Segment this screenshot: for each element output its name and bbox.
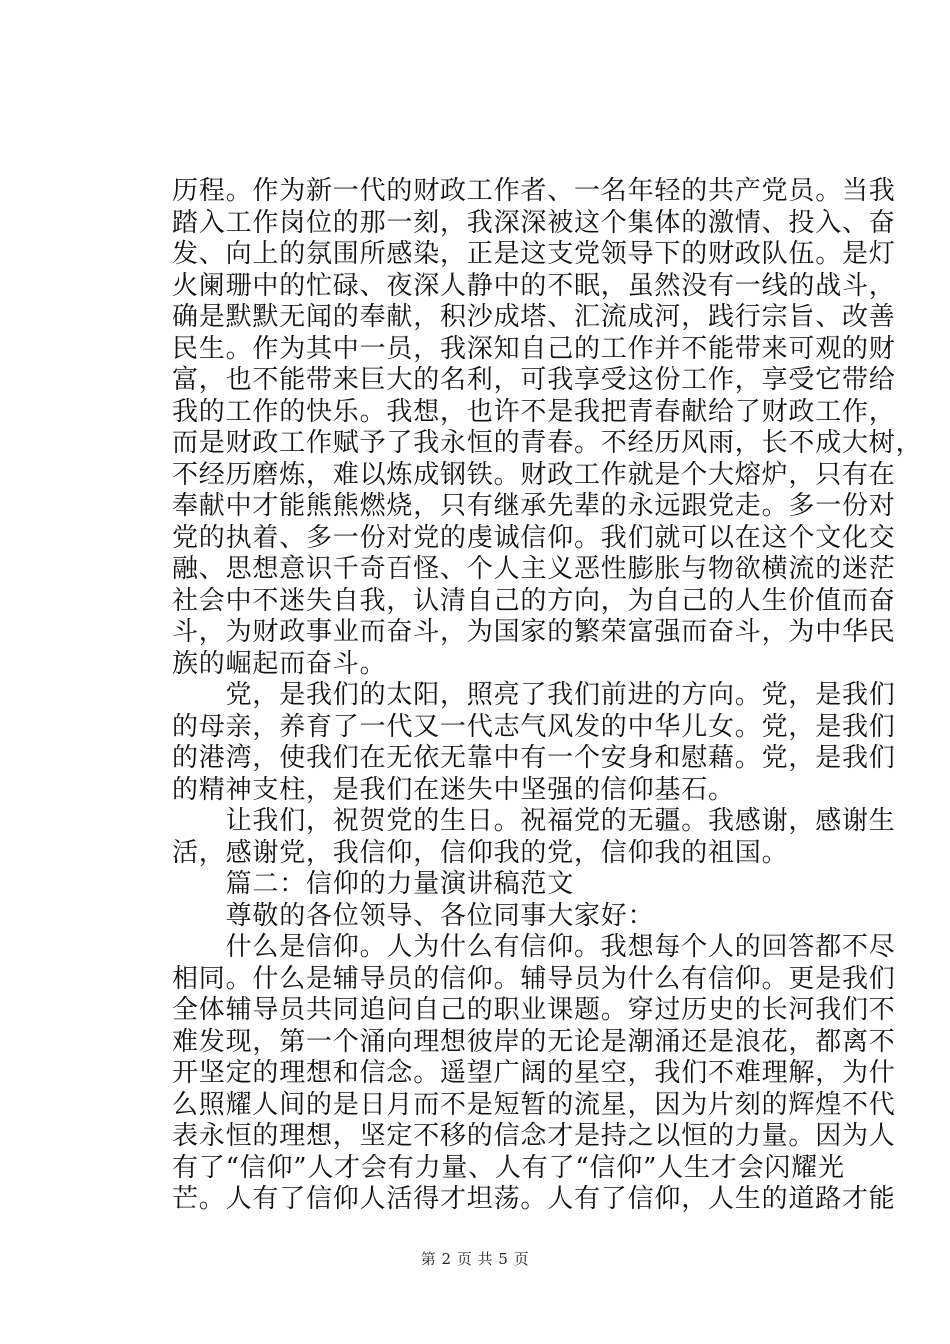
text-line: 我的工作的快乐。我想，也许不是我把青春献给了财政工作， xyxy=(172,396,896,427)
text-line: 发、向上的氛围所感染，正是这支党领导下的财政队伍。是灯 xyxy=(172,239,896,269)
text-line: 难发现，第一个涌向理想彼岸的无论是潮涌还是浪花，都离不 xyxy=(172,1026,896,1057)
text-line: 而是财政工作赋予了我永恒的青春。不经历风雨，长不成大树， xyxy=(172,428,923,458)
text-line: 踏入工作岗位的那一刻，我深深被这个集体的激情、投入、奋 xyxy=(172,207,896,238)
text-line: 有了“信仰”人才会有力量、人有了“信仰”人生才会闪耀光 xyxy=(172,1152,845,1183)
text-line: 的母亲，养育了一代又一代志气风发的中华儿女。党，是我们 xyxy=(172,711,896,742)
text-line: 表永恒的理想，坚定不移的信念才是持之以恒的力量。因为人 xyxy=(172,1121,896,1151)
salutation: 尊敬的各位领导、各位同事大家好： xyxy=(172,900,655,931)
text-line: 什么是信仰。人为什么有信仰。我想每个人的回答都不尽 xyxy=(172,932,896,962)
text-line: 斗，为财政事业而奋斗，为国家的繁荣富强而奋斗，为中华民 xyxy=(172,617,896,647)
text-line: 么照耀人间的是日月而不是短暂的流星，因为片刻的辉煌不代 xyxy=(172,1089,896,1120)
text-line: 火阑珊中的忙碌、夜深人静中的不眠，虽然没有一线的战斗， xyxy=(172,270,896,301)
text-line: 芒。人有了信仰人活得才坦荡。人有了信仰，人生的道路才能 xyxy=(172,1184,896,1214)
text-line: 确是默默无闻的奉献，积沙成塔、汇流成河，践行宗旨、改善 xyxy=(172,302,896,332)
text-line: 族的崛起而奋斗。 xyxy=(172,648,387,679)
text-line: 历程。作为新一代的财政工作者、一名年轻的共产党员。当我 xyxy=(172,176,896,206)
text-line: 融、思想意识千奇百怪、个人主义恶性膨胀与物欲横流的迷茫 xyxy=(172,554,896,584)
text-line: 社会中不迷失自我，认清自己的方向，为自己的人生价值而奋 xyxy=(172,585,896,616)
text-line: 民生。作为其中一员，我深知自己的工作并不能带来可观的财 xyxy=(172,333,896,364)
text-line: 奉献中才能熊熊燃烧，只有继承先辈的永远跟党走。多一份对 xyxy=(172,491,896,521)
text-line: 的港湾，使我们在无依无靠中有一个安身和慰藉。党，是我们 xyxy=(172,743,896,773)
text-line: 党的执着、多一份对党的虔诚信仰。我们就可以在这个文化交 xyxy=(172,522,896,553)
text-line: 富，也不能带来巨大的名利，可我享受这份工作，享受它带给 xyxy=(172,365,896,395)
text-line: 党，是我们的太阳，照亮了我们前进的方向。党，是我们 xyxy=(172,680,896,710)
text-line: 全体辅导员共同追问自己的职业课题。穿过历史的长河我们不 xyxy=(172,995,896,1025)
section-heading: 篇二：信仰的力量演讲稿范文 xyxy=(172,869,575,899)
text-line: 活，感谢党，我信仰，信仰我的党，信仰我的祖国。 xyxy=(172,837,789,868)
text-line: 让我们，祝贺党的生日。祝福党的无疆。我感谢，感谢生 xyxy=(172,806,896,836)
text-line: 不经历磨炼，难以炼成钢铁。财政工作就是个大熔炉，只有在 xyxy=(172,459,896,490)
body-text xyxy=(172,176,923,1216)
text-line: 的精神支柱，是我们在迷失中坚强的信仰基石。 xyxy=(172,774,735,805)
text-line: 相同。什么是辅导员的信仰。辅导员为什么有信仰。更是我们 xyxy=(172,963,896,994)
page-number-footer: 第 2 页 共 5 页 xyxy=(420,1250,530,1268)
text-line: 开坚定的理想和信念。遥望广阔的星空，我们不难理解，为什 xyxy=(172,1058,896,1088)
